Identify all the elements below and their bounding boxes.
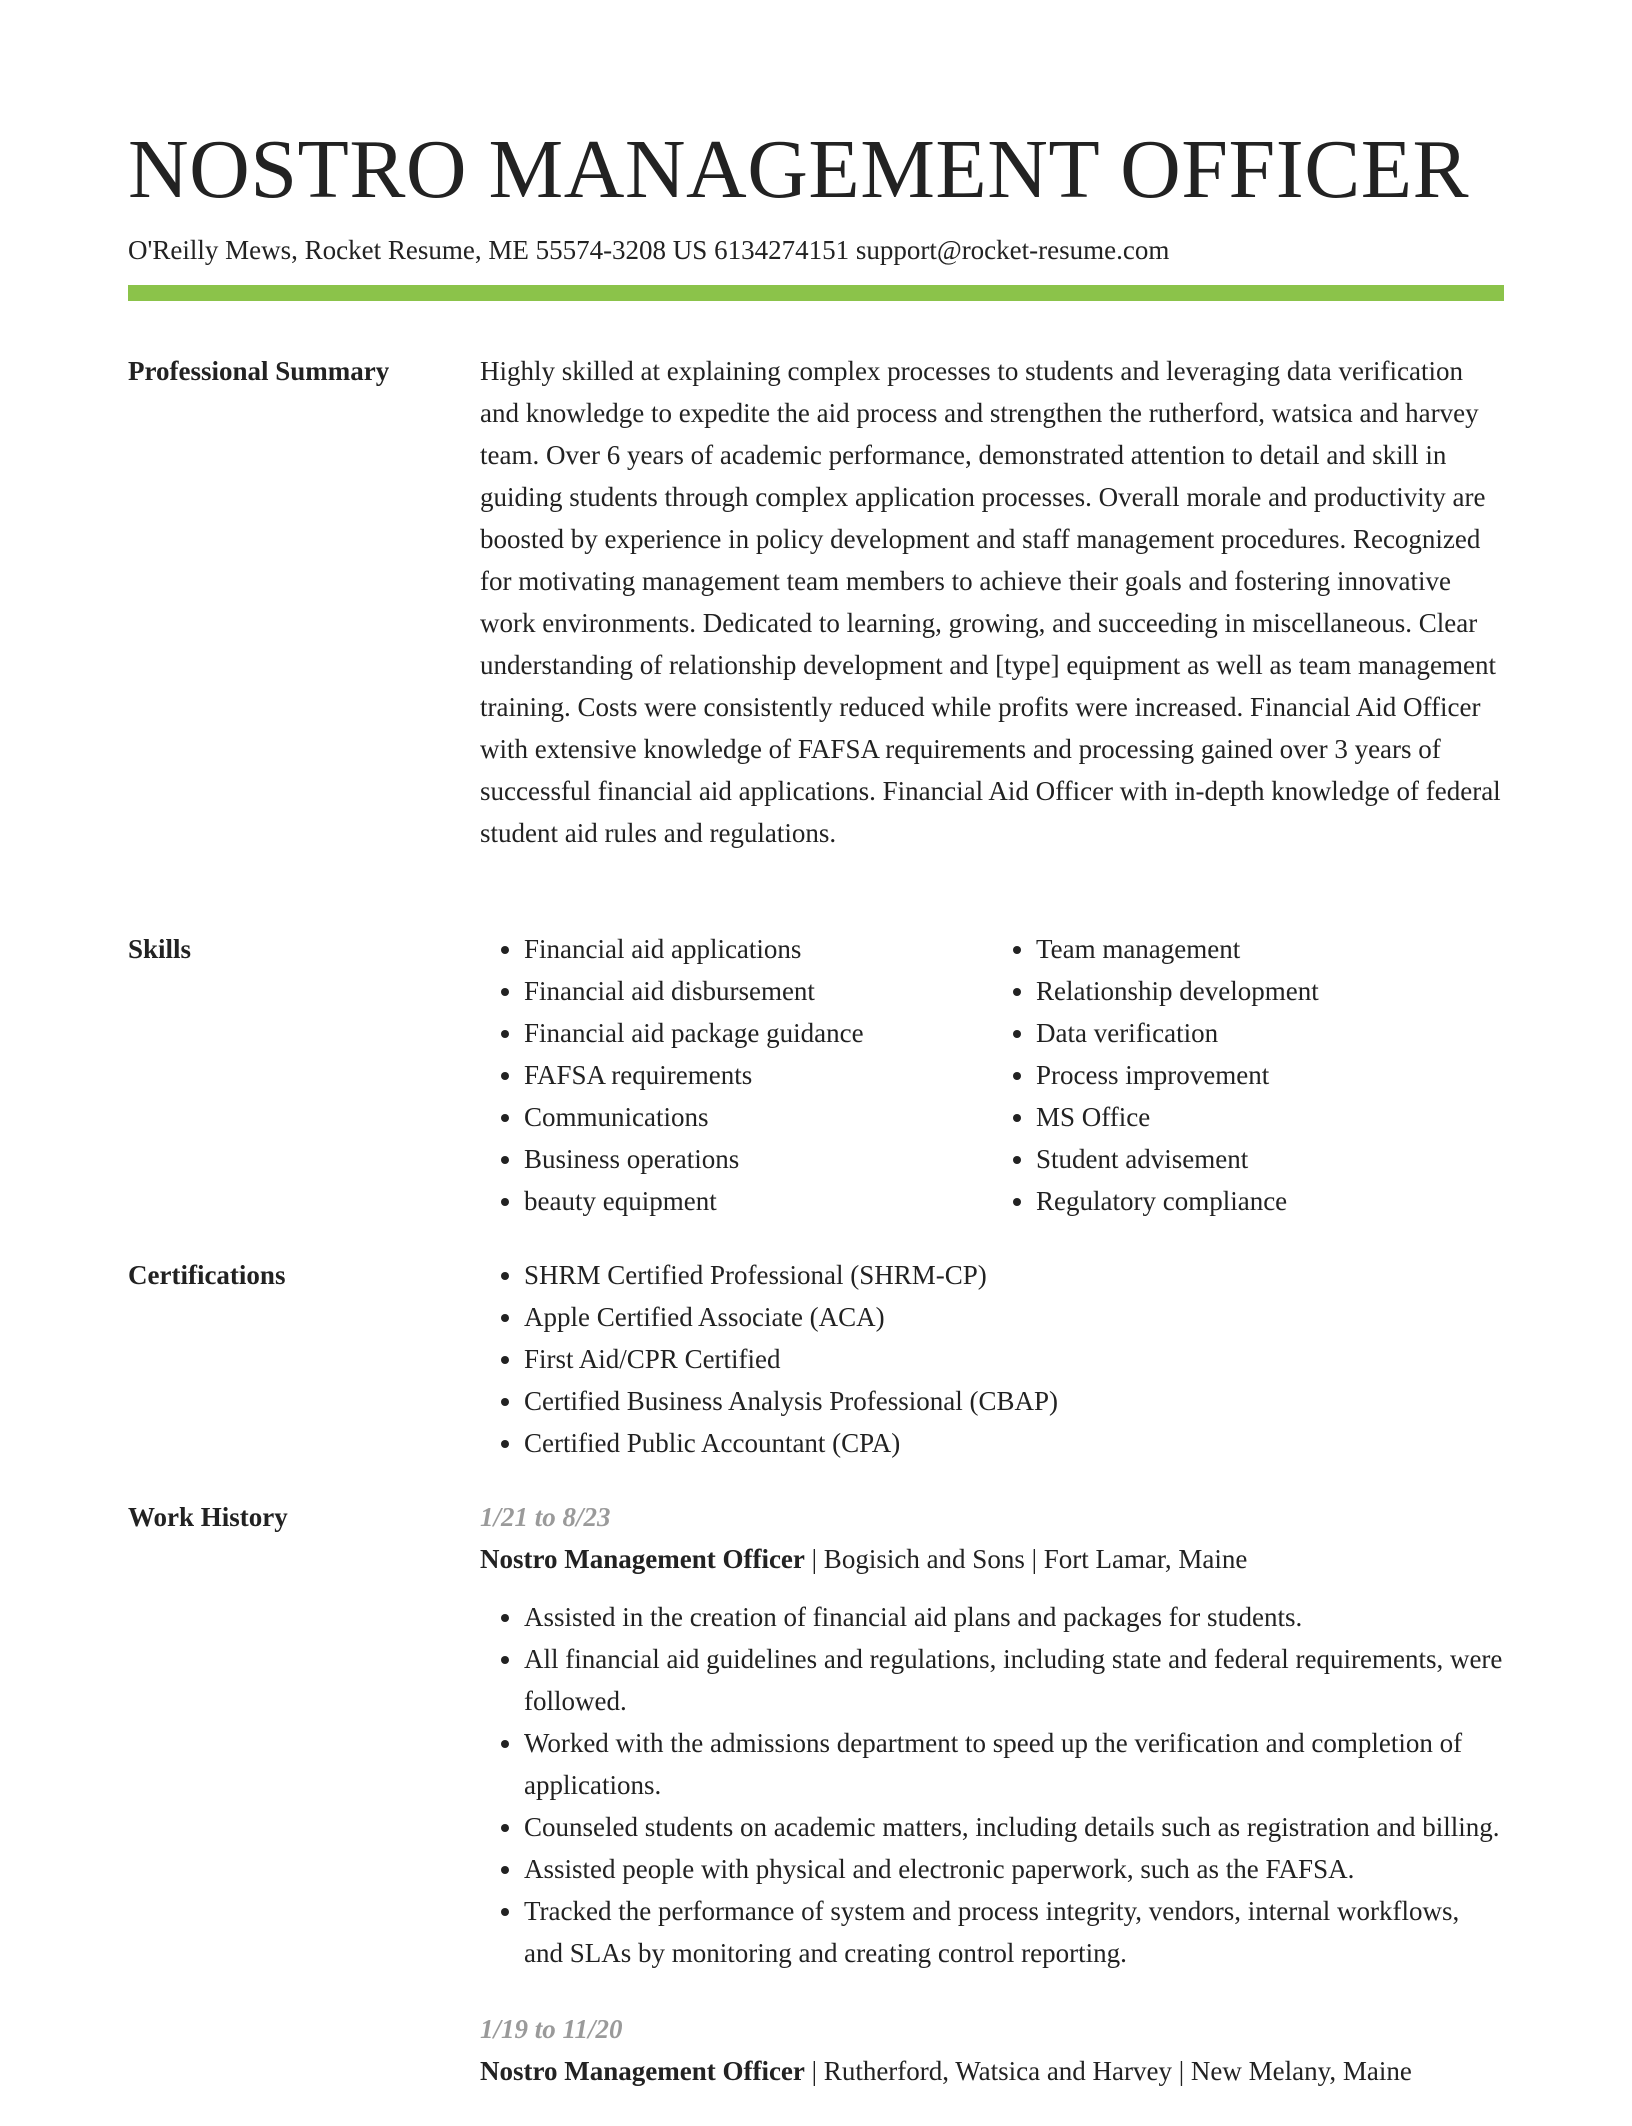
job-heading xyxy=(480,1538,1504,1580)
list-item: • First Aid/CPR Certified xyxy=(524,1338,1504,1380)
job-dates: 1/19 to 11/20 xyxy=(480,2014,623,2044)
list-item: • Financial aid disbursement xyxy=(524,970,948,1012)
list-item: • Team management xyxy=(1036,928,1460,970)
header-accent-rule xyxy=(128,285,1504,301)
skills-label: Skills xyxy=(128,934,192,964)
skills-columns xyxy=(480,928,1504,1222)
certifications-list xyxy=(480,1254,1504,1464)
job-title: Nostro Management Officer xyxy=(480,2056,805,2086)
list-item: • Regulatory compliance xyxy=(1036,1180,1460,1222)
certifications-body xyxy=(480,1254,1504,1464)
list-item: • Business operations xyxy=(524,1138,948,1180)
job-dates: 1/21 to 8/23 xyxy=(480,1502,611,1532)
list-item: • FAFSA requirements xyxy=(524,1054,948,1096)
list-item: • Data verification xyxy=(1036,1012,1460,1054)
contact-line: O'Reilly Mews, Rocket Resume, ME 55574-3208 US 6134274151 support@rocket-resume.com xyxy=(128,235,1170,265)
list-item: • Counseled students on academic matters, including details such as registration and billing. xyxy=(524,1806,1504,1848)
job-heading xyxy=(480,2050,1504,2092)
list-item: • All financial aid guidelines and regulations, including state and federal requirements, were followed. xyxy=(524,1638,1504,1722)
list-item: • Financial aid package guidance xyxy=(524,1012,948,1054)
list-item: • Certified Public Accountant (CPA) xyxy=(524,1422,1504,1464)
list-item: • Relationship development xyxy=(1036,970,1460,1012)
summary-text: Highly skilled at explaining complex processes to students and leveraging data verification and knowledge to expedite the aid process and strengthen the rutherford, watsica and harvey team. Over 6 years of academic performance, demonstrated attention to detail and skill in guiding students through complex application processes. Overall morale and productivity are boosted by experience in policy development and staff management procedures. Recognized for motivating management team members to achieve their goals and fostering innovative work environments. Dedicated to learning, growing, and succeeding in miscellaneous. Clear understanding of relationship development and [type] equipment as well as team management training. Costs were consistently reduced while profits were increased. Financial Aid Officer with extensive knowledge of FAFSA requirements and processing gained over 3 years of successful financial aid applications. Financial Aid Officer with in-depth knowledge of federal student aid rules and regulations. xyxy=(480,356,1501,848)
list-item: • Apple Certified Associate (ACA) xyxy=(524,1296,1504,1338)
list-item: • Communications xyxy=(524,1096,948,1138)
certifications-label: Certifications xyxy=(128,1260,286,1290)
work-history-label: Work History xyxy=(128,1502,288,1532)
list-item: • Worked with the admissions department to speed up the verification and completion of applications. xyxy=(524,1722,1504,1806)
list-item: • MS Office xyxy=(1036,1096,1460,1138)
job-details: | Bogisich and Sons | Fort Lamar, Maine xyxy=(804,1544,1248,1574)
job-entry xyxy=(480,1496,1504,1974)
summary-label: Professional Summary xyxy=(128,356,390,386)
list-item: • beauty equipment xyxy=(524,1180,948,1222)
list-item: • Tracked the performance of system and process integrity, vendors, internal workflows, and SLAs by monitoring and creating control reporting. xyxy=(524,1890,1504,1974)
job-bullets xyxy=(480,1596,1504,1974)
list-item: • Assisted people with physical and electronic paperwork, such as the FAFSA. xyxy=(524,1848,1504,1890)
list-item: • Financial aid applications xyxy=(524,928,948,970)
summary-body xyxy=(480,350,1504,854)
resume-name-heading: NOSTRO MANAGEMENT OFFICER xyxy=(128,123,1470,216)
list-item: • Student advisement xyxy=(1036,1138,1460,1180)
job-title: Nostro Management Officer xyxy=(480,1544,805,1574)
skills-body xyxy=(480,928,1504,1222)
list-item: • Assisted in the creation of financial aid plans and packages for students. xyxy=(524,1596,1504,1638)
list-item: • Certified Business Analysis Professional (CBAP) xyxy=(524,1380,1504,1422)
skills-list-right xyxy=(992,928,1460,1222)
list-item: • SHRM Certified Professional (SHRM-CP) xyxy=(524,1254,1504,1296)
skills-list-left xyxy=(480,928,948,1222)
work-history-body xyxy=(480,1496,1504,2126)
list-item: • Process improvement xyxy=(1036,1054,1460,1096)
job-entry xyxy=(480,2008,1504,2092)
job-details: | Rutherford, Watsica and Harvey | New Melany, Maine xyxy=(804,2056,1412,2086)
